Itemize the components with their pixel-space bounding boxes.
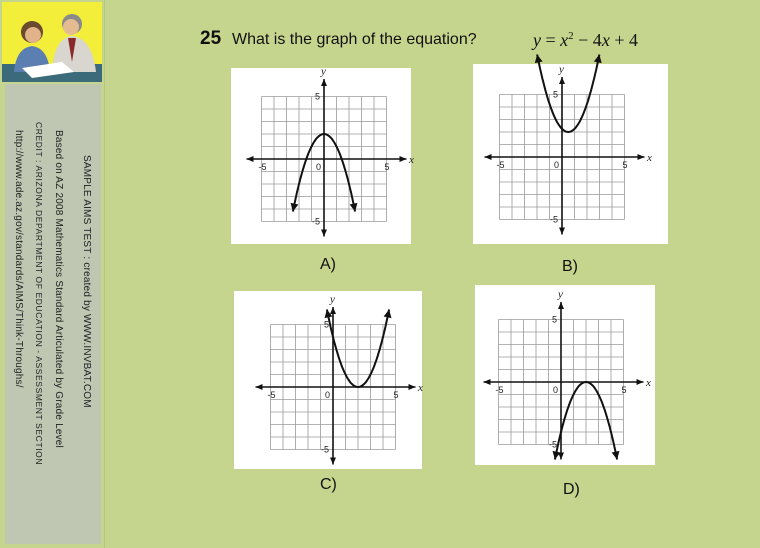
credit-line-standard: Based on AZ 2008 Mathematics Standard Articulated by Grade Level	[53, 130, 64, 448]
tick-label-y-pos: 5	[324, 319, 330, 330]
tick-label-origin: 0	[553, 385, 559, 395]
x-axis-label: x	[409, 154, 414, 166]
graph-svg	[475, 285, 655, 465]
x-axis-arrow-right	[637, 379, 644, 385]
credit-line-url: http://www.ade.az.gov/standards/AIMS/Think-Throughs/	[13, 130, 24, 388]
credit-line-department: CREDIT : ARIZONA DEPARTMENT OF EDUCATION - ASSESSMENT SECTION	[34, 122, 44, 466]
tick-label-y-pos: 5	[315, 91, 321, 102]
tick-label-y-neg: -5	[312, 216, 321, 227]
graph-svg	[234, 291, 422, 469]
curve-arrowhead	[535, 55, 543, 64]
parabola-curve	[537, 55, 599, 133]
curve-arrowhead	[350, 203, 358, 212]
tick-label-y-neg: -5	[321, 444, 330, 455]
y-axis-label: y	[330, 293, 335, 306]
x-axis-arrow-left	[485, 154, 492, 160]
option-a-label[interactable]: A)	[320, 256, 336, 273]
y-axis-label: y	[558, 288, 563, 301]
graph-option-c[interactable]	[234, 291, 422, 469]
option-b-label[interactable]: B)	[562, 258, 578, 275]
y-axis-arrow-up	[559, 77, 565, 84]
tick-label-x-pos: 5	[384, 162, 390, 172]
y-axis-arrow-up	[558, 302, 564, 309]
graph-svg	[473, 64, 668, 244]
curve-arrowhead	[384, 310, 392, 319]
tick-label-x-neg: -5	[495, 385, 504, 395]
curve-arrowhead	[612, 451, 620, 460]
y-axis-arrow-down	[321, 230, 327, 237]
graph-svg	[231, 65, 414, 244]
tick-label-x-neg: -5	[258, 162, 267, 172]
tick-label-x-pos: 5	[393, 390, 399, 400]
x-axis-arrow-right	[400, 156, 407, 162]
tick-label-origin: 0	[325, 390, 331, 400]
curve-arrowhead	[594, 55, 602, 64]
tick-label-y-neg: -5	[550, 214, 559, 225]
curve-arrowhead	[291, 203, 299, 212]
tick-label-x-neg: -5	[496, 160, 505, 170]
question-text: What is the graph of the equation?	[232, 31, 477, 48]
option-c-label[interactable]: C)	[320, 476, 337, 493]
x-axis-arrow-left	[256, 384, 263, 390]
tick-label-y-pos: 5	[553, 89, 559, 100]
y-axis-arrow-down	[559, 228, 565, 235]
tick-label-y-pos: 5	[552, 314, 558, 325]
x-axis-label: x	[646, 377, 651, 389]
question-number: 25	[200, 28, 222, 49]
tick-label-origin: 0	[554, 160, 560, 170]
credit-line-source: SAMPLE AIMS TEST : created by WWW.INVBAT.COM	[81, 155, 92, 408]
tick-label-x-pos: 5	[622, 160, 628, 170]
x-axis-label: x	[647, 152, 652, 164]
tick-label-y-neg: -5	[549, 439, 558, 450]
graph-option-d[interactable]	[475, 285, 655, 465]
tick-label-x-neg: -5	[267, 390, 276, 400]
tick-label-x-pos: 5	[621, 385, 627, 395]
x-axis-arrow-left	[247, 156, 254, 162]
option-d-label[interactable]: D)	[563, 481, 580, 498]
graph-option-a[interactable]	[231, 65, 414, 244]
y-axis-arrow-up	[330, 307, 336, 314]
equation: $y = x^2 - 4x + 4$	[533, 30, 638, 50]
x-axis-arrow-left	[484, 379, 491, 385]
y-axis-arrow-down	[330, 458, 336, 465]
x-axis-label: x	[418, 382, 423, 394]
graph-option-b[interactable]	[473, 64, 668, 244]
x-axis-arrow-right	[409, 384, 416, 390]
teacher-student-photo	[2, 2, 102, 82]
y-axis-arrow-up	[321, 79, 327, 86]
y-axis-label: y	[321, 65, 326, 78]
sidebar	[0, 0, 105, 548]
x-axis-arrow-right	[638, 154, 645, 160]
tick-label-origin: 0	[316, 162, 322, 172]
y-axis-label: y	[559, 63, 564, 76]
